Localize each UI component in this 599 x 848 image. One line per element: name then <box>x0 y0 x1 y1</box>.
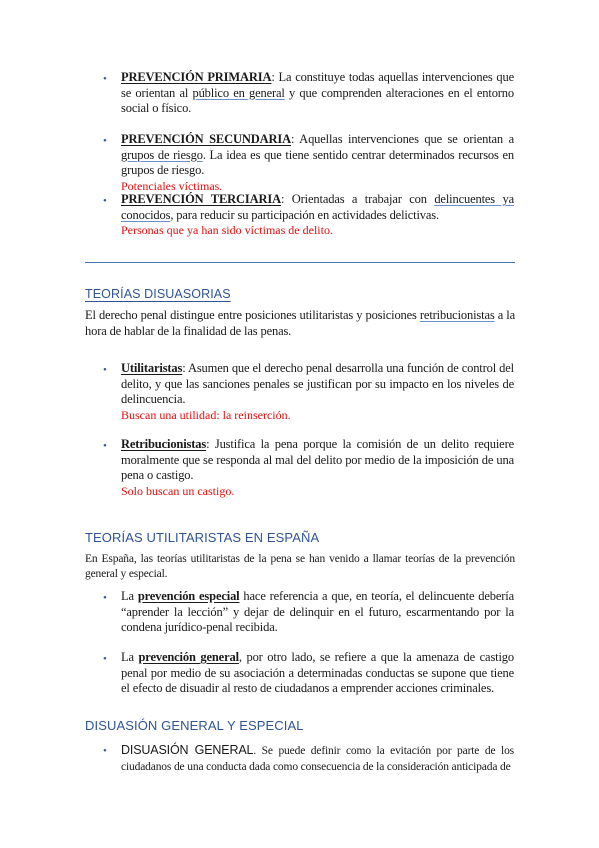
list-item-text: Retribucionistas: Justifica la pena porque la comisión de un delito requiere moralmente que se responda al mal del delito por medio de la imposición de una pena o castigo. <box>121 437 514 482</box>
bullet-icon: • <box>103 440 107 452</box>
bullet-icon: • <box>103 653 107 665</box>
annotation-note: Buscan una utilidad: la reinserción. <box>121 407 291 422</box>
bullet-icon: • <box>103 745 107 757</box>
list-item-text: PREVENCIÓN PRIMARIA: La constituye todas aquellas intervenciones que se orientan al público en general y que comprenden alteraciones en el entorno social o físico. <box>121 70 515 115</box>
bullet-icon: • <box>103 195 107 207</box>
bullet-icon: • <box>103 592 107 604</box>
term: PREVENCIÓN SECUNDARIA <box>121 132 291 146</box>
list-item-text: La prevención especial hace referencia a que, en teoría, el delincuente debería “aprender la lección” y dejar de delinquir en el futuro, escarmentando por la condena jurídico-penal recibida. <box>121 589 514 634</box>
section-heading: TEORÍAS DISUASORIAS <box>85 287 231 301</box>
bullet-icon: • <box>103 73 107 85</box>
list-item-text: PREVENCIÓN SECUNDARIA: Aquellas intervenciones que se orientan a grupos de riesgo. La idea es que tiene sentido centrar determinados recursos en grupos de riesgo. <box>121 132 514 177</box>
bullet-icon: • <box>103 364 107 376</box>
annotation-note: Personas que ya han sido víctimas de delito. <box>121 223 333 237</box>
list-item-text: DISUASIÓN GENERAL. Se puede definir como la evitación por parte de los ciudadanos de una conducta dada como consecuencia de la consideración anticipada de <box>121 743 514 773</box>
section-heading: DISUASIÓN GENERAL Y ESPECIAL <box>85 718 304 733</box>
term: DISUASIÓN GENERAL <box>121 743 254 757</box>
section-intro: El derecho penal distingue entre posiciones utilitaristas y posiciones retribucionistas a la hora de hablar de la finalidad de las penas. <box>85 308 515 338</box>
annotation-note: Potenciales víctimas. <box>121 178 223 193</box>
term: prevención general <box>138 650 239 664</box>
term: prevención especial <box>137 589 240 603</box>
term: PREVENCIÓN PRIMARIA <box>121 70 272 84</box>
bullet-icon: • <box>103 135 107 147</box>
term: Retribucionistas <box>121 437 207 451</box>
list-item-text: PREVENCIÓN TERCIARIA: Orientadas a trabajar con delincuentes ya conocidos, para reducir su participación en actividades delictivas. <box>121 192 514 222</box>
section-intro: En España, las teorías utilitaristas de la pena se han venido a llamar teorías de la prevención general y especial. <box>85 553 515 580</box>
list-item-text: La prevención general, por otro lado, se refiere a que la amenaza de castigo penal por medio de su asociación a determinadas conductas se supone que tiene el efecto de disuadir al resto de ciudadanos a emprender acciones criminales. <box>121 650 515 695</box>
annotation-note: Solo buscan un castigo. <box>121 483 235 498</box>
section-divider <box>85 262 515 263</box>
term: PREVENCIÓN TERCIARIA <box>121 192 281 206</box>
list-item-text: Utilitaristas: Asumen que el derecho penal desarrolla una función de control del delito, y que las sanciones penales se justifican por su impacto en los niveles de delincuencia. <box>121 361 514 406</box>
term: Utilitaristas <box>121 361 183 375</box>
section-heading: TEORÍAS UTILITARISTAS EN ESPAÑA <box>85 530 320 545</box>
